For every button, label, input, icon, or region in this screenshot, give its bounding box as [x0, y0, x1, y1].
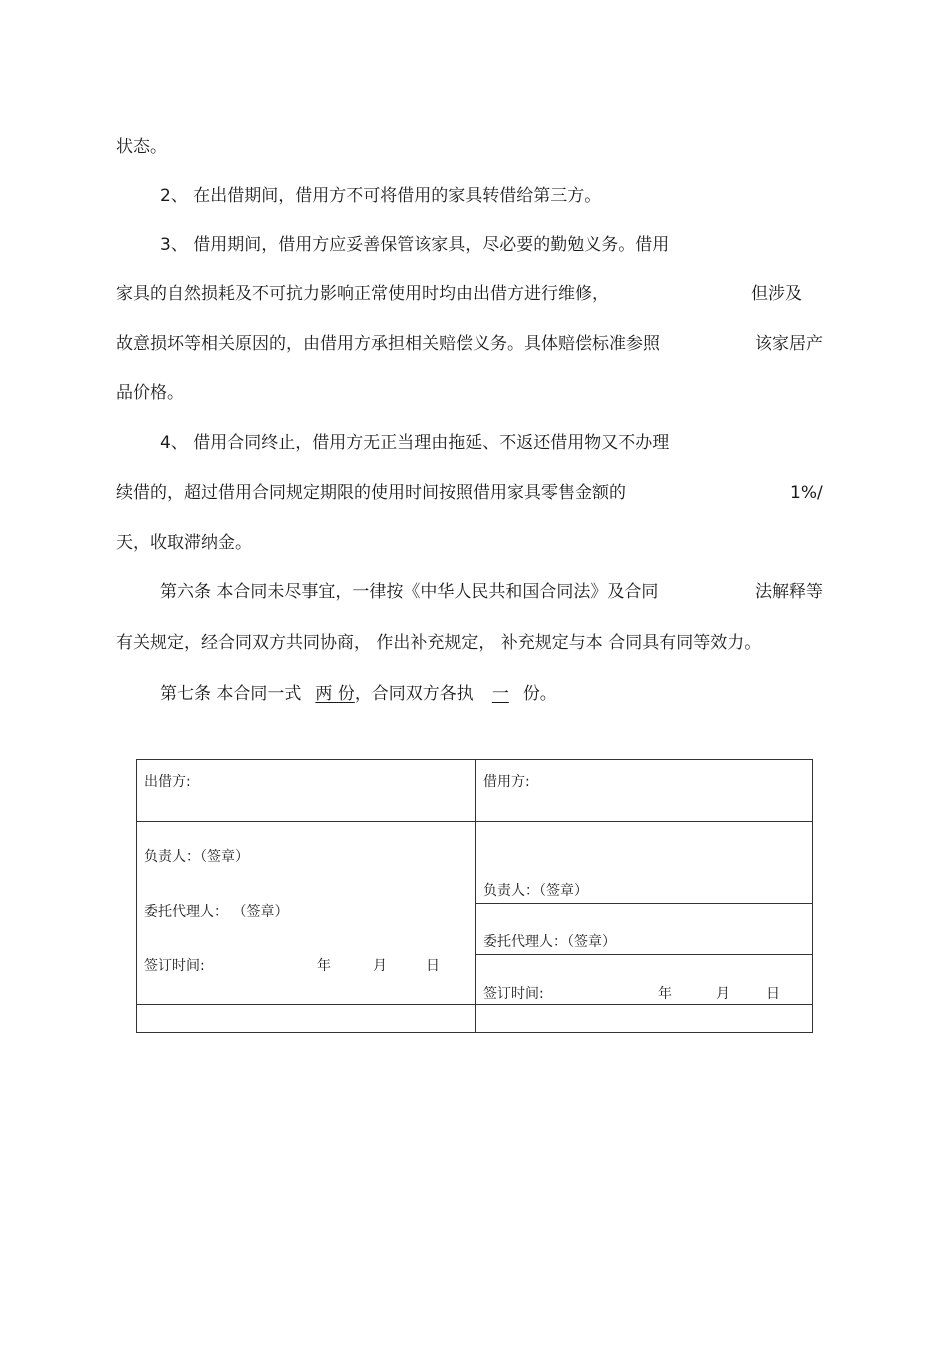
- borrower-label: 借用方:: [483, 774, 530, 790]
- lender-date-label: 签订时间:: [144, 958, 205, 974]
- clause-3-line-2-end: 但涉及: [751, 284, 802, 304]
- borrower-rep: 负责人：（签章）: [483, 883, 588, 899]
- clause-3-line-4: 品价格。: [116, 383, 184, 403]
- clause-2: 2、 在出借期间，借用方不可将借用的家具转借给第三方。: [160, 186, 602, 206]
- article-6-line-1-end: 法解释等: [755, 582, 823, 602]
- borrower-divider-2: [476, 954, 812, 955]
- article-6-line-1: 第六条 本合同未尽事宜，一律按《中华人民共和国合同法》及合同: [160, 582, 659, 602]
- lender-month: 月: [373, 958, 387, 974]
- borrower-signature-cell: [476, 822, 813, 1005]
- paragraph-status: 状态。: [116, 137, 167, 157]
- article-6-line-2: 有关规定，经合同双方共同协商， 作出补充规定， 补充规定与本 合同具有同等效力。: [116, 633, 762, 653]
- borrower-year: 年: [658, 986, 672, 1002]
- lender-agent: 委托代理人： （签章）: [144, 904, 289, 920]
- borrower-agent: 委托代理人：（签章）: [483, 934, 616, 950]
- borrower-day: 日: [766, 986, 780, 1002]
- article-7-prefix: 第七条 本合同一式: [160, 684, 302, 704]
- borrower-month: 月: [716, 986, 730, 1002]
- lender-label: 出借方:: [144, 774, 191, 790]
- clause-3-line-3: 故意损坏等相关原因的，由借用方承担相关赔偿义务。具体赔偿标准参照: [116, 334, 660, 354]
- clause-4-line-2-end: 1%/: [790, 483, 823, 503]
- clause-3-line-1: 3、 借用期间，借用方应妥善保管该家具，尽必要的勤勉义务。借用: [160, 235, 670, 255]
- lender-year: 年: [317, 958, 331, 974]
- borrower-divider-1: [476, 903, 812, 904]
- signature-table: [136, 759, 813, 1033]
- borrower-empty-cell: [476, 1005, 813, 1033]
- borrower-header-cell: [476, 760, 813, 822]
- lender-day: 日: [426, 958, 440, 974]
- copies-each: 一: [491, 684, 509, 704]
- clause-3-line-3-end: 该家居产: [755, 334, 823, 354]
- lender-rep: 负责人：（签章）: [144, 849, 249, 865]
- lender-empty-cell: [137, 1005, 476, 1033]
- article-7-suffix: 份。: [522, 684, 557, 704]
- clause-4-line-3: 天，收取滞纳金。: [116, 533, 252, 553]
- lender-signature-cell: [137, 822, 476, 1005]
- article-7: [160, 683, 557, 705]
- clause-4-line-1: 4、 借用合同终止，借用方无正当理由拖延、不返还借用物又不办理: [160, 433, 670, 453]
- lender-header-cell: [137, 760, 476, 822]
- clause-4-line-2: 续借的，超过借用合同规定期限的使用时间按照借用家具零售金额的: [116, 483, 626, 503]
- borrower-date-label: 签订时间:: [483, 986, 544, 1002]
- clause-3-line-2: 家具的自然损耗及不可抗力影响正常使用时均由出借方进行维修，: [116, 284, 609, 304]
- copies-count: 两 份: [315, 684, 355, 704]
- article-7-middle: ，合同双方各执: [354, 684, 474, 704]
